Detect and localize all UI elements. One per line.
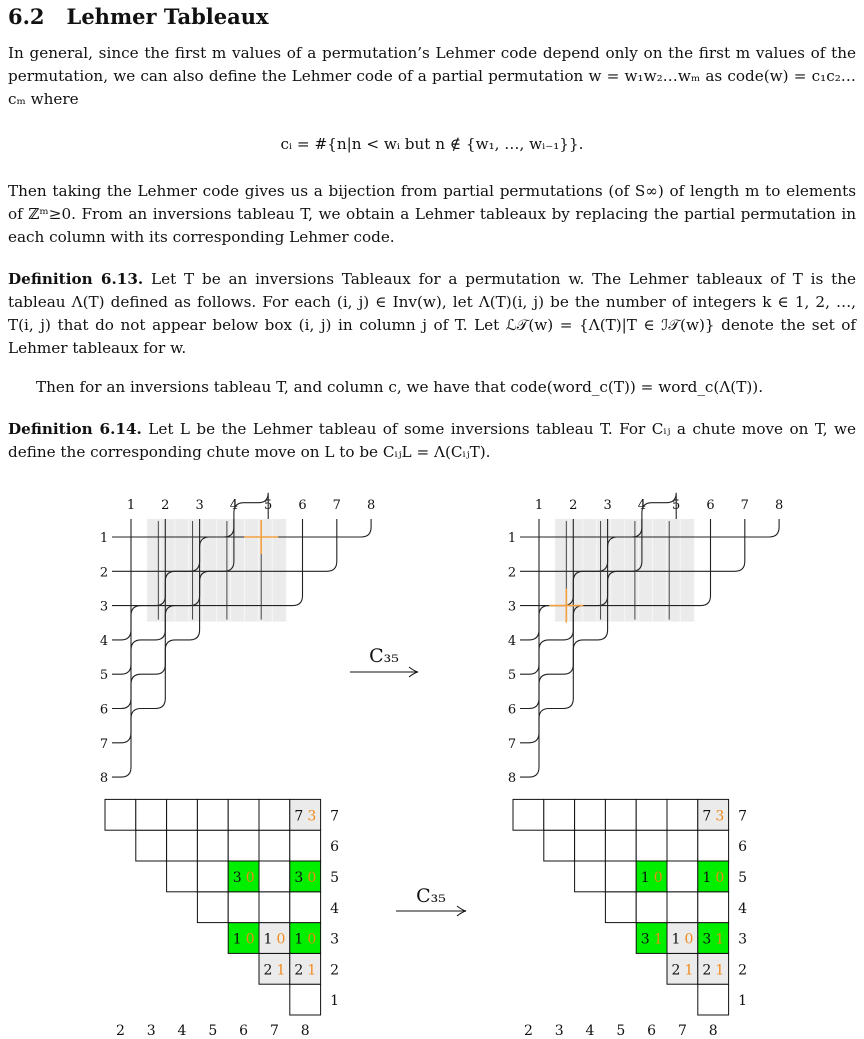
left-row-label: 1: [330, 993, 340, 1010]
left-cell-value: 1: [232, 931, 242, 948]
left-pipe: [112, 519, 131, 777]
left-cell-subvalue: 3: [307, 808, 317, 825]
left-cell: [290, 984, 321, 1015]
left-cell-subvalue: 0: [245, 870, 255, 886]
right-column-label: 7: [677, 1023, 687, 1039]
left-cell: [228, 830, 259, 861]
right-row-label: 3: [738, 931, 748, 948]
right-cell: [605, 892, 636, 923]
right-column-label: 6: [647, 1023, 657, 1039]
left-cell-subvalue: 0: [245, 931, 255, 948]
right-cell-value: 7: [702, 808, 712, 825]
left-column-label: 5: [208, 1023, 218, 1039]
right-cell: [667, 830, 698, 861]
section-heading: 6.2 Lehmer Tableaux: [8, 4, 269, 29]
right-cell-subvalue: 0: [684, 931, 694, 948]
left-cell: [167, 861, 198, 892]
right-cell: [698, 830, 729, 861]
right-tableau: [513, 799, 747, 1039]
left-cell: [290, 830, 321, 861]
left-cell: [197, 861, 228, 892]
right-cell-subvalue: 3: [715, 808, 725, 825]
left-cell: [259, 892, 290, 923]
left-cell: [259, 830, 290, 861]
left-column-label: 8: [366, 498, 376, 513]
left-column-label: 2: [115, 1023, 125, 1039]
left-column-label: 4: [177, 1023, 187, 1039]
definition-label: Definition 6.13.: [8, 270, 144, 288]
right-cell: [575, 830, 606, 861]
right-cell-subvalue: 0: [653, 870, 663, 886]
right-cell-value: 3: [640, 931, 650, 948]
left-row-label: 6: [330, 839, 340, 856]
right-row-label: 7: [507, 736, 517, 752]
right-cell: [698, 984, 729, 1015]
right-column-label: 7: [740, 498, 749, 513]
left-cell-value: 3: [294, 870, 304, 886]
definition-label: Definition 6.14.: [8, 420, 142, 438]
right-row-label: 2: [507, 565, 517, 581]
left-cell: [228, 799, 259, 830]
right-row-label: 4: [738, 900, 748, 917]
left-row-label: 2: [99, 565, 109, 581]
right-row-label: 5: [507, 668, 517, 684]
left-cell: [136, 830, 167, 861]
left-cell: [197, 892, 228, 923]
left-column-label: 3: [195, 498, 204, 513]
arrow-top-label: C₃₅: [369, 645, 399, 667]
right-row-label: 1: [507, 531, 517, 546]
left-column-label: 1: [126, 498, 136, 513]
left-column-label: 8: [300, 1023, 310, 1039]
definition-text: Let L be the Lehmer tableau of some inversions tableau T. For Cᵢⱼ a chute move on T, we define the corresponding chute move on L to be CᵢⱼL = Λ(CᵢⱼT).: [8, 420, 856, 461]
left-row-label: 8: [99, 771, 109, 787]
right-pipe-dream: [508, 493, 783, 786]
left-column-label: 6: [298, 498, 307, 513]
right-column-label: 4: [637, 498, 647, 513]
right-cell: [636, 892, 667, 923]
paragraph-code-word: Then for an inversions tableau T, and column c, we have that code(word_c(T)) = word_c(Λ(T)).: [36, 378, 764, 396]
left-tableau: [105, 799, 339, 1039]
right-cell-subvalue: 1: [715, 931, 725, 948]
right-cell-subvalue: 1: [715, 962, 725, 979]
right-row-label: 3: [507, 599, 517, 615]
left-cell-value: 1: [263, 931, 273, 948]
left-cell: [228, 892, 259, 923]
left-cell: [197, 830, 228, 861]
left-cell: [290, 892, 321, 923]
paragraph-lehmer-code-intro: In general, since the first m values of a permutation’s Lehmer code depend only on the first m values of the permutation, we can also define the Lehmer code of a partial permutation w = w₁w₂…wₘ as code(w) = c₁c₂…cₘ where: [8, 44, 856, 108]
left-cell-subvalue: 1: [276, 962, 286, 979]
right-cell: [667, 892, 698, 923]
right-cell: [636, 799, 667, 830]
right-cell: [575, 861, 606, 892]
left-cell: [136, 799, 167, 830]
left-row-label: 2: [330, 962, 340, 979]
right-cell-value: 1: [640, 870, 650, 886]
right-cell: [605, 799, 636, 830]
right-cell-subvalue: 1: [684, 962, 694, 979]
right-column-label: 2: [523, 1023, 533, 1039]
left-cell-value: 3: [232, 870, 242, 886]
left-pipe-dream: [100, 493, 375, 786]
left-column-label: 3: [146, 1023, 156, 1039]
right-cell: [544, 830, 575, 861]
left-cell: [259, 799, 290, 830]
right-column-label: 1: [534, 498, 544, 513]
right-column-label: 5: [672, 498, 681, 513]
definition-text: Let T be an inversions Tableaux for a permutation w. The Lehmer tableaux of T is the tableau Λ(T) defined as follows. For each (i, j) ∈ Inv(w), let Λ(T)(i, j) be the number of integers k ∈ 1, 2, …, T(i, j) that do not appear below box (i, j) in column j of T. Let ℒ𝒯(w) = {Λ(T)|T ∈ ℐ𝒯(w)} denote the set of Lehmer tableaux for w.: [8, 270, 857, 357]
left-row-label: 1: [99, 531, 109, 546]
left-cell: [197, 799, 228, 830]
right-cell-value: 2: [671, 962, 681, 979]
left-cell-value: 7: [294, 808, 304, 825]
left-column-label: 4: [229, 498, 239, 513]
left-row-label: 7: [99, 736, 109, 752]
right-row-label: 4: [507, 633, 517, 649]
right-cell: [698, 892, 729, 923]
right-cell: [667, 861, 698, 892]
right-row-label: 8: [507, 771, 517, 787]
paragraph-bijection: Then taking the Lehmer code gives us a bijection from partial permutations (of S∞) of length m to elements of ℤᵐ≥0. From an inversions tableau T, we obtain a Lehmer tableaux by replacing the partial permutation in each column with its corresponding Lehmer code.: [8, 182, 856, 246]
left-cell: [105, 799, 136, 830]
right-column-label: 8: [774, 498, 784, 513]
right-cell: [605, 830, 636, 861]
right-row-label: 7: [738, 808, 748, 825]
right-column-label: 5: [616, 1023, 626, 1039]
right-cell-value: 1: [702, 870, 712, 886]
right-cell: [513, 799, 544, 830]
left-column-label: 7: [269, 1023, 279, 1039]
left-column-label: 7: [332, 498, 341, 513]
right-column-label: 6: [706, 498, 715, 513]
left-row-label: 4: [330, 900, 340, 917]
left-cell: [167, 830, 198, 861]
right-row-label: 6: [507, 702, 517, 718]
left-column-label: 5: [264, 498, 273, 513]
left-row-label: 7: [330, 808, 340, 825]
right-row-label: 5: [738, 870, 748, 886]
right-pipe: [520, 519, 539, 777]
left-row-label: 4: [99, 633, 109, 649]
right-column-label: 3: [603, 498, 612, 513]
left-row-label: 5: [330, 870, 340, 886]
right-row-label: 2: [738, 962, 748, 979]
right-cell: [605, 861, 636, 892]
right-cell-subvalue: 0: [715, 870, 725, 886]
left-row-label: 5: [99, 668, 109, 684]
right-column-label: 8: [708, 1023, 718, 1039]
left-cell-subvalue: 0: [307, 870, 317, 886]
left-row-label: 3: [330, 931, 340, 948]
left-cell: [259, 861, 290, 892]
right-cell-value: 2: [702, 962, 712, 979]
right-cell-subvalue: 1: [653, 931, 663, 948]
right-cell-value: 3: [702, 931, 712, 948]
left-row-label: 3: [99, 599, 109, 615]
left-cell-value: 1: [294, 931, 304, 948]
arrow-bottom-label: C₃₅: [416, 885, 446, 907]
right-column-label: 3: [554, 1023, 564, 1039]
right-cell: [636, 830, 667, 861]
right-cell: [667, 799, 698, 830]
left-cell: [167, 799, 198, 830]
left-column-label: 2: [161, 498, 170, 513]
left-cell-subvalue: 0: [276, 931, 286, 948]
left-cell-subvalue: 1: [307, 962, 317, 979]
right-cell: [544, 799, 575, 830]
left-cell-value: 2: [294, 962, 304, 979]
right-row-label: 6: [738, 839, 748, 856]
equation-ci: cᵢ = #{n|n < wᵢ but n ∉ {w₁, …, wᵢ₋₁}}.: [280, 135, 584, 153]
right-column-label: 4: [585, 1023, 595, 1039]
left-cell-subvalue: 0: [307, 931, 317, 948]
left-cell-value: 2: [263, 962, 273, 979]
right-cell-value: 1: [671, 931, 681, 948]
left-column-label: 6: [239, 1023, 249, 1039]
right-column-label: 2: [569, 498, 578, 513]
left-row-label: 6: [99, 702, 109, 718]
right-row-label: 1: [738, 993, 748, 1010]
right-cell: [575, 799, 606, 830]
